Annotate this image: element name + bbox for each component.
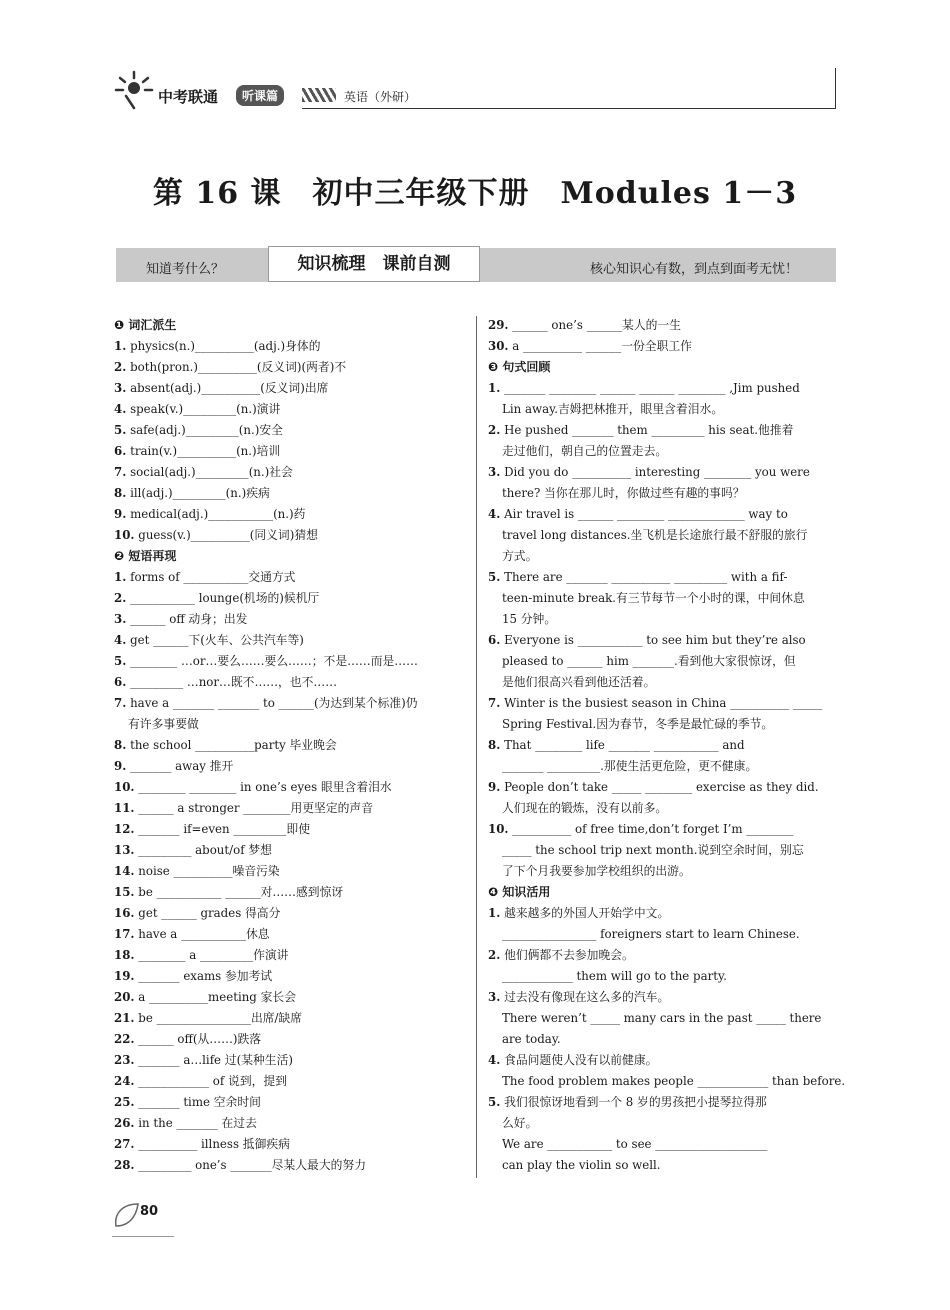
question-line bbox=[114, 672, 464, 693]
question-number: 18. bbox=[114, 948, 135, 962]
question-continuation bbox=[488, 966, 838, 987]
question-text: 么好。 bbox=[502, 1116, 538, 1130]
question-number: 5. bbox=[114, 654, 127, 668]
question-text: get ______下(火车、公共汽车等) bbox=[126, 633, 304, 647]
question-text: ________ …or…要么……要么……；不是……而是…… bbox=[126, 654, 418, 668]
question-line bbox=[488, 630, 838, 651]
question-continuation bbox=[488, 588, 838, 609]
question-text: _______ if=even _________即使 bbox=[134, 822, 310, 836]
question-text: are today. bbox=[502, 1032, 561, 1046]
question-text: Spring Festival.因为春节，冬季是最忙碌的季节。 bbox=[502, 717, 774, 731]
question-continuation bbox=[488, 840, 838, 861]
question-text: _______ _________.那使生活更危险，更不健康。 bbox=[502, 759, 758, 773]
question-text: ___________ lounge(机场的)候机厅 bbox=[126, 591, 320, 605]
question-number: 1. bbox=[114, 339, 127, 353]
question-number: 30. bbox=[488, 339, 509, 353]
question-line bbox=[114, 987, 464, 1008]
question-number: 4. bbox=[114, 402, 127, 416]
question-number: 8. bbox=[114, 738, 127, 752]
question-number: 26. bbox=[114, 1116, 135, 1130]
question-line bbox=[114, 756, 464, 777]
question-line bbox=[114, 504, 464, 525]
question-number: 3. bbox=[488, 990, 501, 1004]
question-text: noise __________噪音污染 bbox=[134, 864, 280, 878]
question-number: 5. bbox=[114, 423, 127, 437]
question-number: 3. bbox=[114, 381, 127, 395]
question-text: __________ of free time,don’t forget I’m ________ bbox=[508, 822, 794, 836]
question-text: forms of ___________交通方式 bbox=[126, 570, 296, 584]
question-line bbox=[114, 588, 464, 609]
question-line bbox=[114, 525, 464, 546]
question-text: _______ away 推开 bbox=[126, 759, 234, 773]
question-line bbox=[114, 609, 464, 630]
question-text: ______ one’s ______某人的一生 bbox=[508, 318, 682, 332]
question-text: there? 当你在那儿时，你做过些有趣的事吗？ bbox=[502, 486, 745, 500]
section-heading bbox=[488, 882, 838, 903]
footer-rule bbox=[112, 1236, 174, 1237]
question-line bbox=[114, 651, 464, 672]
question-text: speak(v.)_________(n.)演讲 bbox=[126, 402, 281, 416]
question-line bbox=[488, 1050, 838, 1071]
question-number: 12. bbox=[114, 822, 135, 836]
question-number: 2. bbox=[488, 423, 501, 437]
question-line bbox=[114, 1050, 464, 1071]
question-continuation bbox=[488, 1071, 846, 1092]
question-line bbox=[114, 1134, 464, 1155]
question-number: 23. bbox=[114, 1053, 135, 1067]
question-line bbox=[488, 504, 838, 525]
section-heading-text: ❶ 词汇派生 bbox=[114, 318, 177, 332]
question-number: 5. bbox=[488, 570, 501, 584]
question-number: 8. bbox=[488, 738, 501, 752]
question-number: 5. bbox=[488, 1095, 501, 1109]
question-number: 7. bbox=[114, 696, 127, 710]
question-text: be ________________出席/缺席 bbox=[134, 1011, 303, 1025]
question-number: 10. bbox=[488, 822, 509, 836]
question-number: 17. bbox=[114, 927, 135, 941]
question-text: ____________ of 说到，提到 bbox=[134, 1074, 288, 1088]
question-text: get ______ grades 得高分 bbox=[134, 906, 281, 920]
question-continuation bbox=[488, 483, 838, 504]
question-line bbox=[114, 777, 464, 798]
question-line bbox=[114, 1071, 464, 1092]
section-heading-text: ❸ 句式回顾 bbox=[488, 360, 551, 374]
question-number: 11. bbox=[114, 801, 135, 815]
question-line bbox=[114, 840, 464, 861]
question-line bbox=[114, 462, 464, 483]
question-line bbox=[488, 1092, 838, 1113]
question-text: We are ___________ to see ___________________ bbox=[502, 1137, 768, 1151]
question-line bbox=[114, 336, 464, 357]
subject-label: 英语（外研） bbox=[344, 90, 417, 104]
question-line bbox=[488, 336, 838, 357]
question-text: 有许多事要做 bbox=[128, 717, 199, 731]
section-heading-text: ❷ 短语再现 bbox=[114, 549, 177, 563]
question-line bbox=[114, 420, 464, 441]
question-number: 19. bbox=[114, 969, 135, 983]
question-text: ______ a stronger ________用更坚定的声音 bbox=[134, 801, 374, 815]
question-line bbox=[114, 357, 464, 378]
question-number: 20. bbox=[114, 990, 135, 1004]
question-line bbox=[114, 1029, 464, 1050]
question-line bbox=[114, 798, 464, 819]
section-banner bbox=[116, 248, 836, 282]
banner-left-text: 知道考什么？ bbox=[146, 262, 225, 277]
question-number: 3. bbox=[114, 612, 127, 626]
question-line bbox=[114, 1008, 464, 1029]
leaf-icon bbox=[112, 1200, 142, 1230]
question-text: physics(n.)__________(adj.)身体的 bbox=[126, 339, 321, 353]
question-continuation bbox=[488, 609, 838, 630]
question-text: The food problem makes people ____________ than before. bbox=[502, 1074, 846, 1088]
question-number: 2. bbox=[488, 948, 501, 962]
question-continuation bbox=[488, 546, 838, 567]
question-text: 越来越多的外国人开始学中文。 bbox=[500, 906, 670, 920]
question-text: can play the violin so well. bbox=[502, 1158, 661, 1172]
question-text: in the _______ 在过去 bbox=[134, 1116, 257, 1130]
question-line bbox=[488, 819, 838, 840]
question-text: medical(adj.)___________(n.)药 bbox=[126, 507, 306, 521]
header-vertical-rule bbox=[835, 68, 836, 108]
question-number: 13. bbox=[114, 843, 135, 857]
question-line bbox=[114, 735, 464, 756]
question-text: absent(adj.)__________(反义词)出席 bbox=[126, 381, 329, 395]
question-number: 6. bbox=[114, 444, 127, 458]
question-text: _______ a…life 过(某种生活) bbox=[134, 1053, 293, 1067]
question-line bbox=[114, 966, 464, 987]
question-continuation bbox=[488, 1155, 838, 1176]
question-text: ________ ________ in one’s eyes 眼里含着泪水 bbox=[134, 780, 392, 794]
question-text: 了下个月我要参加学校组织的出游。 bbox=[502, 864, 691, 878]
question-text: There weren’t _____ many cars in the past _____ there bbox=[502, 1011, 822, 1025]
question-text: safe(adj.)_________(n.)安全 bbox=[126, 423, 283, 437]
question-number: 28. bbox=[114, 1158, 135, 1172]
question-continuation bbox=[488, 441, 838, 462]
question-text: a __________ ______一份全职工作 bbox=[508, 339, 692, 353]
question-number: 21. bbox=[114, 1011, 135, 1025]
question-number: 22. bbox=[114, 1032, 135, 1046]
question-text: have a _______ _______ to ______(为达到某个标准)仍 bbox=[126, 696, 418, 710]
question-number: 2. bbox=[114, 591, 127, 605]
question-text: Lin away.吉姆把林推开，眼里含着泪水。 bbox=[502, 402, 724, 416]
question-text: 是他们很高兴看到他还活着。 bbox=[502, 675, 656, 689]
question-continuation bbox=[488, 924, 838, 945]
question-text: travel long distances.坐飞机是长途旅行最不舒服的旅行 bbox=[502, 528, 808, 542]
question-line bbox=[114, 1092, 464, 1113]
question-continuation bbox=[488, 714, 838, 735]
question-text: _____ the school trip next month.说到空余时间，别忘 bbox=[502, 843, 804, 857]
question-number: 29. bbox=[488, 318, 509, 332]
question-number: 10. bbox=[114, 528, 135, 542]
section-heading bbox=[114, 315, 464, 336]
question-text: He pushed _______ them _________ his seat.他推着 bbox=[500, 423, 794, 437]
section-heading-text: ❹ 知识活用 bbox=[488, 885, 551, 899]
question-text: _______ ________ ______ ______ ________ ,Jim pushed bbox=[500, 381, 800, 395]
question-line bbox=[114, 567, 464, 588]
question-text: ______ off(从……)跌落 bbox=[134, 1032, 262, 1046]
section-heading bbox=[114, 546, 464, 567]
question-line bbox=[488, 987, 838, 1008]
question-continuation bbox=[488, 399, 838, 420]
question-continuation bbox=[488, 1029, 838, 1050]
question-number: 1. bbox=[488, 906, 501, 920]
question-continuation bbox=[488, 672, 838, 693]
question-line bbox=[114, 441, 464, 462]
question-number: 6. bbox=[114, 675, 127, 689]
question-line bbox=[488, 567, 838, 588]
question-text: have a ___________休息 bbox=[134, 927, 270, 941]
question-text: Winter is the busiest season in China __________ _____ bbox=[500, 696, 823, 710]
question-text: the school __________party 毕业晚会 bbox=[126, 738, 337, 752]
question-text: Did you do __________ interesting ________ you were bbox=[500, 465, 810, 479]
question-line bbox=[488, 777, 838, 798]
question-continuation bbox=[488, 1134, 838, 1155]
question-continuation bbox=[488, 651, 838, 672]
question-number: 14. bbox=[114, 864, 135, 878]
question-number: 4. bbox=[488, 1053, 501, 1067]
question-line bbox=[488, 420, 838, 441]
question-number: 9. bbox=[488, 780, 501, 794]
question-line bbox=[114, 924, 464, 945]
question-text: __________ illness 抵御疾病 bbox=[134, 1137, 290, 1151]
question-text: 他们俩都不去参加晚会。 bbox=[500, 948, 634, 962]
question-number: 8. bbox=[114, 486, 127, 500]
question-line bbox=[114, 861, 464, 882]
question-line bbox=[114, 1113, 464, 1134]
question-text: a __________meeting 家长会 bbox=[134, 990, 297, 1004]
column-divider bbox=[476, 316, 477, 1178]
question-line bbox=[488, 378, 838, 399]
question-number: 15. bbox=[114, 885, 135, 899]
question-text: People don’t take _____ ________ exercise as they did. bbox=[500, 780, 819, 794]
question-number: 9. bbox=[114, 507, 127, 521]
question-text: social(adj.)_________(n.)社会 bbox=[126, 465, 293, 479]
question-text: Everyone is ___________ to see him but they’re also bbox=[500, 633, 806, 647]
question-text: ____________ them will go to the party. bbox=[502, 969, 727, 983]
question-continuation bbox=[488, 861, 838, 882]
question-text: ______ off 动身；出发 bbox=[126, 612, 248, 626]
question-text: 食品问题使人没有以前健康。 bbox=[500, 1053, 658, 1067]
question-line bbox=[114, 1155, 464, 1176]
question-line bbox=[114, 903, 464, 924]
sun-logo-icon bbox=[112, 68, 156, 112]
question-number: 9. bbox=[114, 759, 127, 773]
question-text: 人们现在的锻炼，没有以前多。 bbox=[502, 801, 668, 815]
question-text: train(v.)__________(n.)培训 bbox=[126, 444, 281, 458]
question-continuation bbox=[488, 756, 838, 777]
question-number: 4. bbox=[488, 507, 501, 521]
question-continuation bbox=[114, 714, 464, 735]
question-text: 我们很惊讶地看到一个 8 岁的男孩把小提琴拉得那 bbox=[500, 1095, 767, 1109]
question-text: pleased to ______ him _______.看到他大家很惊讶，但 bbox=[502, 654, 796, 668]
question-continuation bbox=[488, 1008, 838, 1029]
question-text: 过去没有像现在这么多的汽车。 bbox=[500, 990, 670, 1004]
page-header bbox=[112, 68, 836, 112]
right-column bbox=[488, 315, 846, 1176]
page-number: 80 bbox=[140, 1204, 159, 1219]
question-continuation bbox=[488, 1113, 838, 1134]
question-line bbox=[114, 399, 464, 420]
question-number: 27. bbox=[114, 1137, 135, 1151]
question-text: _________ about/of 梦想 bbox=[134, 843, 272, 857]
question-number: 7. bbox=[114, 465, 127, 479]
question-line bbox=[114, 819, 464, 840]
question-line bbox=[114, 882, 464, 903]
question-number: 3. bbox=[488, 465, 501, 479]
question-number: 1. bbox=[488, 381, 501, 395]
question-line bbox=[488, 462, 838, 483]
question-text: 方式。 bbox=[502, 549, 538, 563]
question-text: Air travel is ______ ________ _____________ way to bbox=[500, 507, 788, 521]
question-line bbox=[114, 945, 464, 966]
question-number: 6. bbox=[488, 633, 501, 647]
left-column bbox=[114, 315, 464, 1176]
question-number: 4. bbox=[114, 633, 127, 647]
question-text: That ________ life _______ ___________ and bbox=[500, 738, 745, 752]
question-text: _________ one’s _______尽某人最大的努力 bbox=[134, 1158, 367, 1172]
question-number: 16. bbox=[114, 906, 135, 920]
question-text: ________________ foreigners start to learn Chinese. bbox=[502, 927, 800, 941]
question-continuation bbox=[488, 525, 838, 546]
banner-heading: 知识梳理 课前自测 bbox=[268, 246, 480, 282]
banner-right-text: 核心知识心有数，到点到面考无忧！ bbox=[589, 262, 798, 277]
question-number: 24. bbox=[114, 1074, 135, 1088]
question-text: be ___________ ______对……感到惊讶 bbox=[134, 885, 344, 899]
question-line bbox=[114, 483, 464, 504]
question-line bbox=[488, 315, 838, 336]
stripes-decoration bbox=[302, 88, 336, 102]
question-line bbox=[488, 903, 838, 924]
question-line bbox=[114, 378, 464, 399]
question-number: 25. bbox=[114, 1095, 135, 1109]
question-text: ________ a _________作演讲 bbox=[134, 948, 289, 962]
question-text: _______ exams 参加考试 bbox=[134, 969, 273, 983]
question-number: 2. bbox=[114, 360, 127, 374]
question-text: There are _______ __________ _________ with a fif- bbox=[500, 570, 788, 584]
question-text: teen-minute break.有三节每节一个小时的课，中间休息 bbox=[502, 591, 805, 605]
question-number: 1. bbox=[114, 570, 127, 584]
section-badge: 听课篇 bbox=[236, 85, 284, 106]
section-heading bbox=[488, 357, 838, 378]
question-number: 7. bbox=[488, 696, 501, 710]
header-rule bbox=[302, 108, 836, 109]
question-text: _______ time 空余时间 bbox=[134, 1095, 261, 1109]
question-line bbox=[488, 735, 838, 756]
question-continuation bbox=[488, 798, 838, 819]
question-text: guess(v.)__________(同义词)猜想 bbox=[134, 528, 318, 542]
question-number: 10. bbox=[114, 780, 135, 794]
page-number-block bbox=[112, 1198, 174, 1232]
question-text: 走过他们，朝自己的位置走去。 bbox=[502, 444, 668, 458]
question-text: both(pron.)__________(反义词)(两者)不 bbox=[126, 360, 347, 374]
question-line bbox=[114, 693, 464, 714]
question-line bbox=[114, 630, 464, 651]
question-text: _________ …nor…既不……，也不…… bbox=[126, 675, 338, 689]
question-line bbox=[488, 945, 838, 966]
question-text: 15 分钟。 bbox=[502, 612, 557, 626]
question-text: ill(adj.)_________(n.)疾病 bbox=[126, 486, 270, 500]
question-line bbox=[488, 693, 838, 714]
lesson-title: 第 16 课 初中三年级下册 Modules 1－3 bbox=[152, 176, 798, 211]
brand-name: 中考联通 bbox=[158, 88, 219, 106]
